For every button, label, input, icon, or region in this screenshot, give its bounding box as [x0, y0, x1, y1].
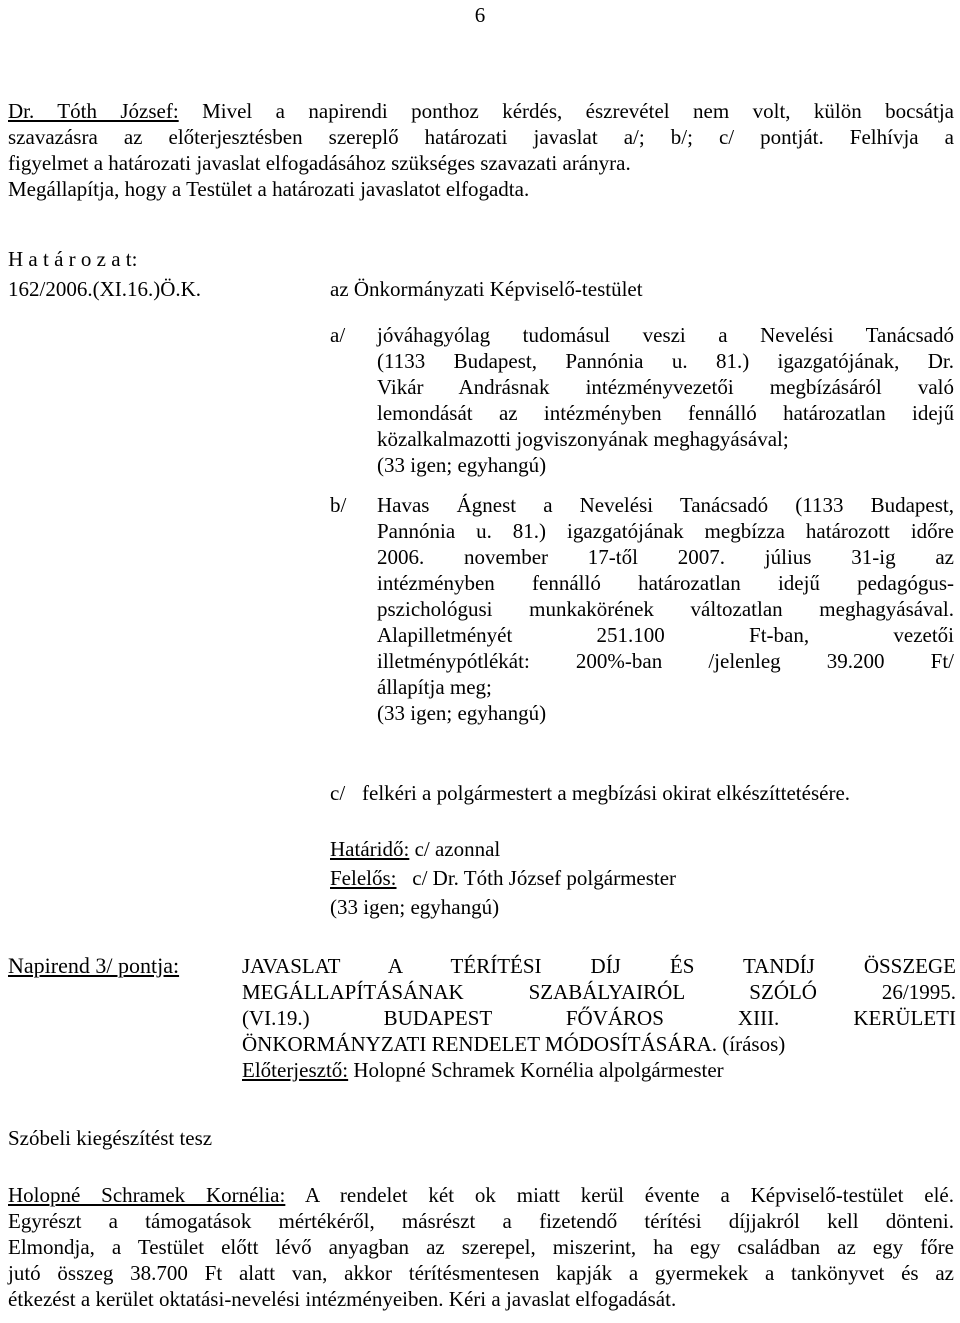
resolution-vote: (33 igen; egyhangú) — [330, 895, 500, 919]
responsible-value: c/ Dr. Tóth József polgármester — [396, 866, 677, 890]
item-b-line: 2006. november 17-től 2007. július 31-ig az — [377, 545, 954, 569]
item-a-line: közalkalmazotti jogviszonyának meghagyásával; — [377, 427, 789, 451]
closing-line: jutó összeg 38.700 Ft alatt van, akkor térítésmentesen kapják a gyermekek a tankönyvet és az — [8, 1261, 954, 1285]
intro-line: szavazásra az előterjesztésben szereplő határozati javaslat a/; b/; c/ pontját. Felhívja a — [8, 125, 954, 149]
item-a-line: Vikár Andrásnak intézményvezetői megbízásáról való — [377, 375, 954, 399]
item-b-line: intézményben fennálló határozatlan idejű pedagógus- — [377, 571, 954, 595]
item-a-line: jóváhagyólag tudomásul veszi a Nevelési Tanácsadó — [377, 323, 954, 347]
item-a-text — [377, 322, 954, 478]
intro-line: figyelmet a határozati javaslat elfogadásához szükséges szavazati arányra. — [8, 151, 631, 175]
item-b-line: állapítja meg; — [377, 675, 492, 699]
item-a-line: (1133 Budapest, Pannónia u. 81.) igazgatójának, Dr. — [377, 349, 954, 373]
item-c-text: felkéri a polgármestert a megbízási okirat elkészíttetésére. — [362, 781, 851, 805]
closing-line: A rendelet két ok miatt kerül évente a Képviselő-testület elé. — [285, 1183, 955, 1207]
oral-note: Szóbeli kiegészítést tesz — [8, 1126, 213, 1150]
agenda-title-line: MEGÁLLAPÍTÁSÁNAK SZABÁLYAIRÓL SZÓLÓ 26/1995. — [242, 980, 956, 1004]
deadline-row — [330, 836, 500, 862]
agenda-title-line: ÖNKORMÁNYZATI RENDELET MÓDOSÍTÁSÁRA. (írásos) — [242, 1032, 786, 1056]
item-a-marker: a/ — [330, 323, 346, 347]
speaker-name: Holopné Schramek Kornélia: — [8, 1183, 286, 1207]
item-b-line: pszichológusi munkakörének változatlan meghagyásával. — [377, 597, 954, 621]
presenter-label: Előterjesztő: — [242, 1058, 349, 1082]
page-number: 6 — [474, 3, 486, 27]
resolution-body: az Önkormányzati Képviselő-testület — [330, 277, 643, 301]
speaker-name: Dr. Tóth József: — [8, 99, 179, 123]
item-b-line: Havas Ágnest a Nevelési Tanácsadó (1133 Budapest, — [377, 493, 954, 517]
item-b-vote: (33 igen; egyhangú) — [377, 701, 547, 725]
item-a-line: lemondását az intézményben fennálló határozatlan idejű — [377, 401, 954, 425]
agenda-title-line: JAVASLAT A TÉRÍTÉSI DÍJ ÉS TANDÍJ ÖSSZEGE — [242, 954, 956, 978]
deadline-value: c/ azonnal — [409, 837, 501, 861]
item-b-marker: b/ — [330, 493, 347, 517]
closing-line: Egyrészt a támogatások mértékéről, másrészt a fizetendő térítési díjjakról kell dönteni. — [8, 1209, 954, 1233]
intro-line: Megállapítja, hogy a Testület a határozati javaslatot elfogadta. — [8, 177, 530, 201]
presenter-value: Holopné Schramek Kornélia alpolgármester — [348, 1058, 724, 1082]
agenda-title — [242, 953, 956, 1083]
item-b-text — [377, 492, 954, 726]
deadline-label: Határidő: — [330, 837, 410, 861]
agenda-label: Napirend 3/ pontja: — [8, 953, 180, 978]
resolution-heading: H a t á r o z a t: — [8, 247, 138, 271]
closing-line: Elmondja, a Testület előtt lévő anyagban az szerepel, miszerint, ha egy családban az egy főre — [8, 1235, 954, 1259]
closing-paragraph — [8, 1182, 954, 1312]
closing-line: étkezést a kerület oktatási-nevelési intézményeiben. Kéri a javaslat elfogadását. — [8, 1287, 677, 1311]
item-b-line: Pannónia u. 81.) igazgatójának megbízza határozott időre — [377, 519, 954, 543]
item-b-line: illetménypótlékát: 200%-ban /jelenleg 39.200 Ft/ — [377, 649, 954, 673]
item-b-line: Alapilletményét 251.100 Ft-ban, vezetői — [377, 623, 954, 647]
responsible-row — [330, 865, 676, 891]
agenda-title-line: (VI.19.) BUDAPEST FŐVÁROS XIII. KERÜLETI — [242, 1006, 956, 1030]
item-a-vote: (33 igen; egyhangú) — [377, 453, 547, 477]
resolution-number: 162/2006.(XI.16.)Ö.K. — [8, 277, 202, 301]
item-c-marker: c/ — [330, 781, 346, 805]
intro-paragraph — [8, 98, 954, 202]
intro-line: Mivel a napirendi ponthoz kérdés, észrevétel nem volt, külön bocsátja — [178, 99, 954, 123]
responsible-label: Felelős: — [330, 866, 397, 890]
